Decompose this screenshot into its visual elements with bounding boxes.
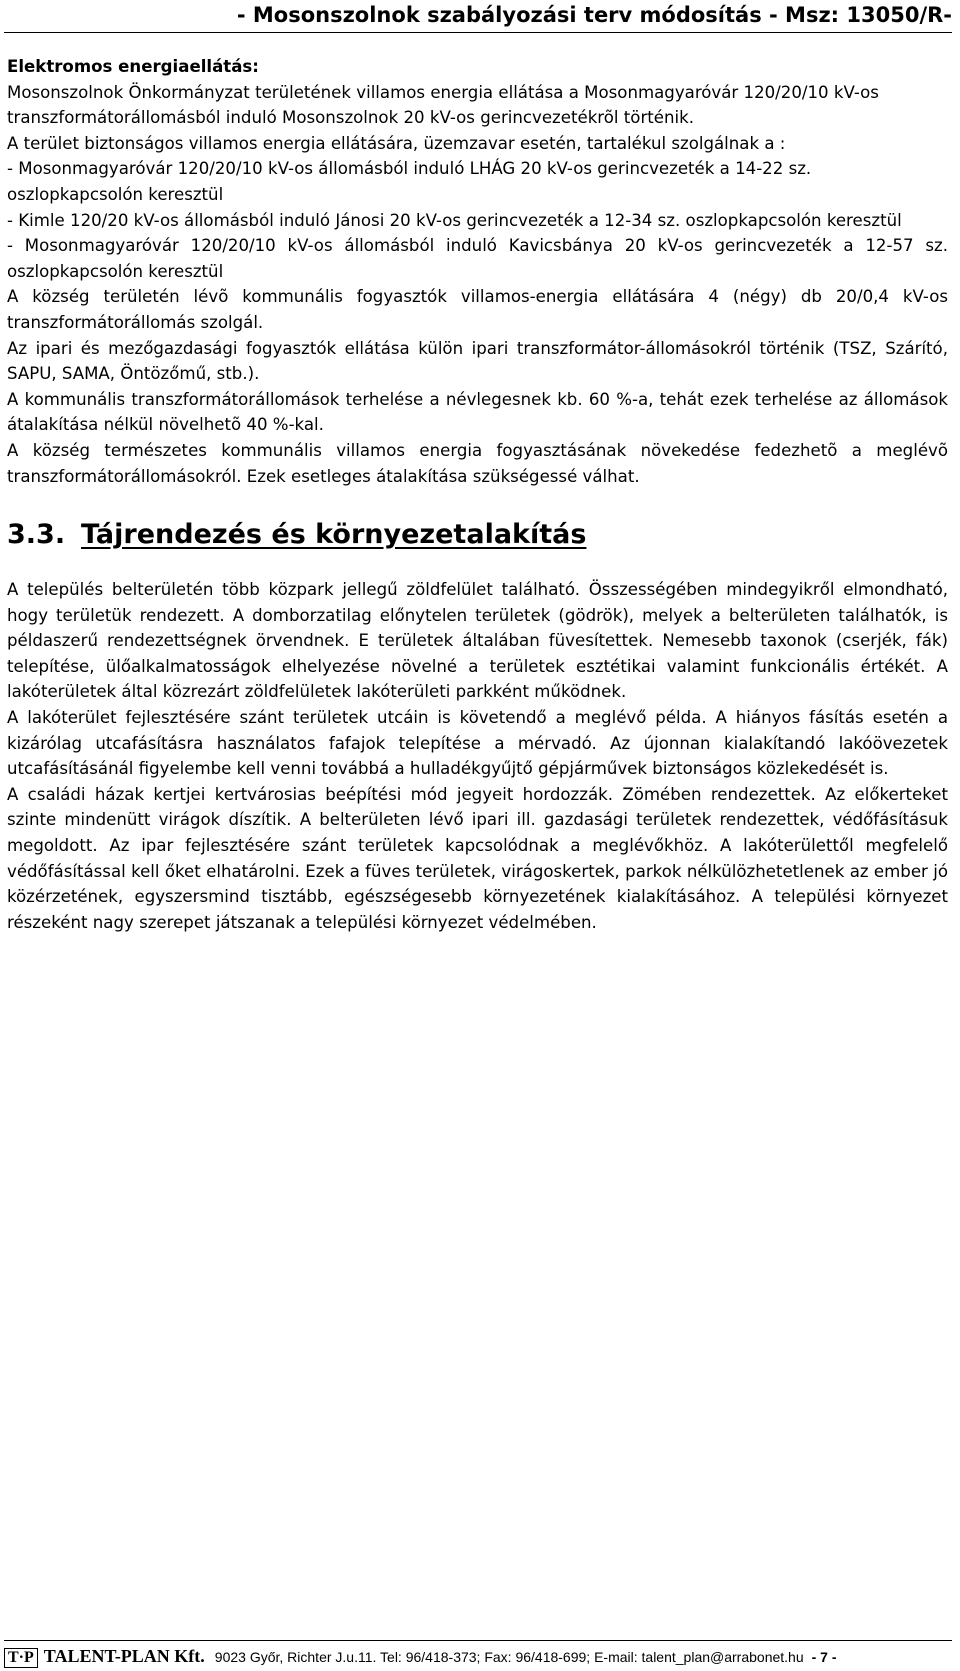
company-name: TALENT-PLAN Kft. — [43, 1646, 205, 1666]
paragraph: - Mosonmagyaróvár 120/20/10 kV-os állomásból induló Kavicsbánya 20 kV-os gerincvezeték a 12-57 sz. oszlopkapcsolón keresztül — [7, 236, 948, 281]
subtitle-electric: Elektromos energiaellátás: — [7, 57, 259, 76]
page-number: - 7 - — [811, 1649, 837, 1665]
paragraph: A családi házak kertjei kertvárosias beépítési mód jegyeit hordozzák. Zömében rendezettek. Az előkerteket szinte mindenütt virágok díszítik. A belterületen lévő ipari ill. gazdasági területek rendezettek, védőfásításuk megoldott. Az ipar fejlesztésére szánt területek kapcsolódnak a meglévőkhöz. A lakóterülettől megfelelő védőfásítással kell őket elhatárolni. Ezek a füves területek, virágoskertek, parkok nélkülözhetetlenek az ember jó közérzetének, egyszersmind tisztább, egészségesebb környezetének kialakításához. A települési környezet részeként nagy szerepet játszanak a települési környezet védelmében. — [7, 784, 948, 932]
paragraph: Mosonszolnok Önkormányzat területének villamos energia ellátása a Mosonmagyaróvár 120/20/10 kV-os transzformátorállomásból induló Mosonszolnok 20 kV-os gerincvezetékrõl történik. — [7, 82, 879, 128]
paragraph: A kommunális transzformátorállomások terhelése a névlegesnek kb. 60 %-a, tehát ezek terhelése az állomások átalakítása nélkül növelhetõ 40 %-kal. — [7, 389, 948, 435]
paragraph: A község területén lévõ kommunális fogyasztók villamos-energia ellátására 4 (négy) db 20/0,4 kV-os transzformátorállomás szolgál. — [7, 287, 948, 332]
section-number: 3.3. — [7, 519, 66, 551]
page-footer — [4, 1644, 952, 1668]
header-divider — [4, 32, 952, 33]
section-title: Tájrendezés és környezetalakítás — [81, 519, 587, 551]
company-logo: T·P — [4, 1648, 38, 1668]
paragraph: - Kimle 120/20 kV-os állomásból induló Jánosi 20 kV-os gerincvezeték a 12-34 sz. oszlopkapcsolón keresztül — [7, 210, 902, 230]
page-content — [7, 54, 948, 935]
section-heading — [7, 515, 948, 555]
paragraph: A terület biztonságos villamos energia ellátására, üzemzavar esetén, tartalékul szolgálnak a : — [7, 133, 786, 153]
paragraph: A lakóterület fejlesztésére szánt területek utcáin is követendő a meglévő példa. A hiányos fásítás esetén a kizárólag utcafásításra használatos fafajok telepítése a mérvadó. Az újonnan kialakítandó lakóövezetek utcafásításánál figyelembe kell venni továbbá a hulladékgyűjtő gépjárművek biztonságos közlekedését is. — [7, 708, 948, 779]
paragraph: A település belterületén több közpark jellegű zöldfelület található. Összességében mindegyikről elmondható, hogy területük rendezett. A domborzatilag előnytelen területek (gödrök), melyek a belterületen találhatók, is példaszerű rendezettségnek örvendnek. E területek általában füvesítettek. Nemesebb taxonok (cserjék, fák) telepítése, ülőalkalmatosságok elhelyezése növelné a területek esztétikai valamint funkcionális értékét. A lakóterületek által közrezárt zöldfelületek lakóterületi parkként működnek. — [7, 580, 948, 702]
paragraph: A község természetes kommunális villamos energia fogyasztásának növekedése fedezhetõ a meglévõ transzformátorállomásokról. Ezek esetleges átalakítása szükségessé válhat. — [7, 440, 948, 486]
company-contact: 9023 Győr, Richter J.u.11. Tel: 96/418-373; Fax: 96/418-699; E-mail: talent_plan@arrabonet.hu — [214, 1649, 804, 1665]
paragraph: Az ipari és mezőgazdasági fogyasztók ellátása külön ipari transzformátor-állomásokról történik (TSZ, Szárító, SAPU, SAMA, Öntözőmű, stb.). — [7, 338, 948, 384]
page-header: - Mosonszolnok szabályozási terv módosítás - Msz: 13050/R- — [236, 3, 952, 27]
footer-divider — [4, 1640, 952, 1641]
paragraph: - Mosonmagyaróvár 120/20/10 kV-os állomásból induló LHÁG 20 kV-os gerincvezeték a 14-22 sz. oszlopkapcsolón keresztül — [7, 159, 812, 204]
